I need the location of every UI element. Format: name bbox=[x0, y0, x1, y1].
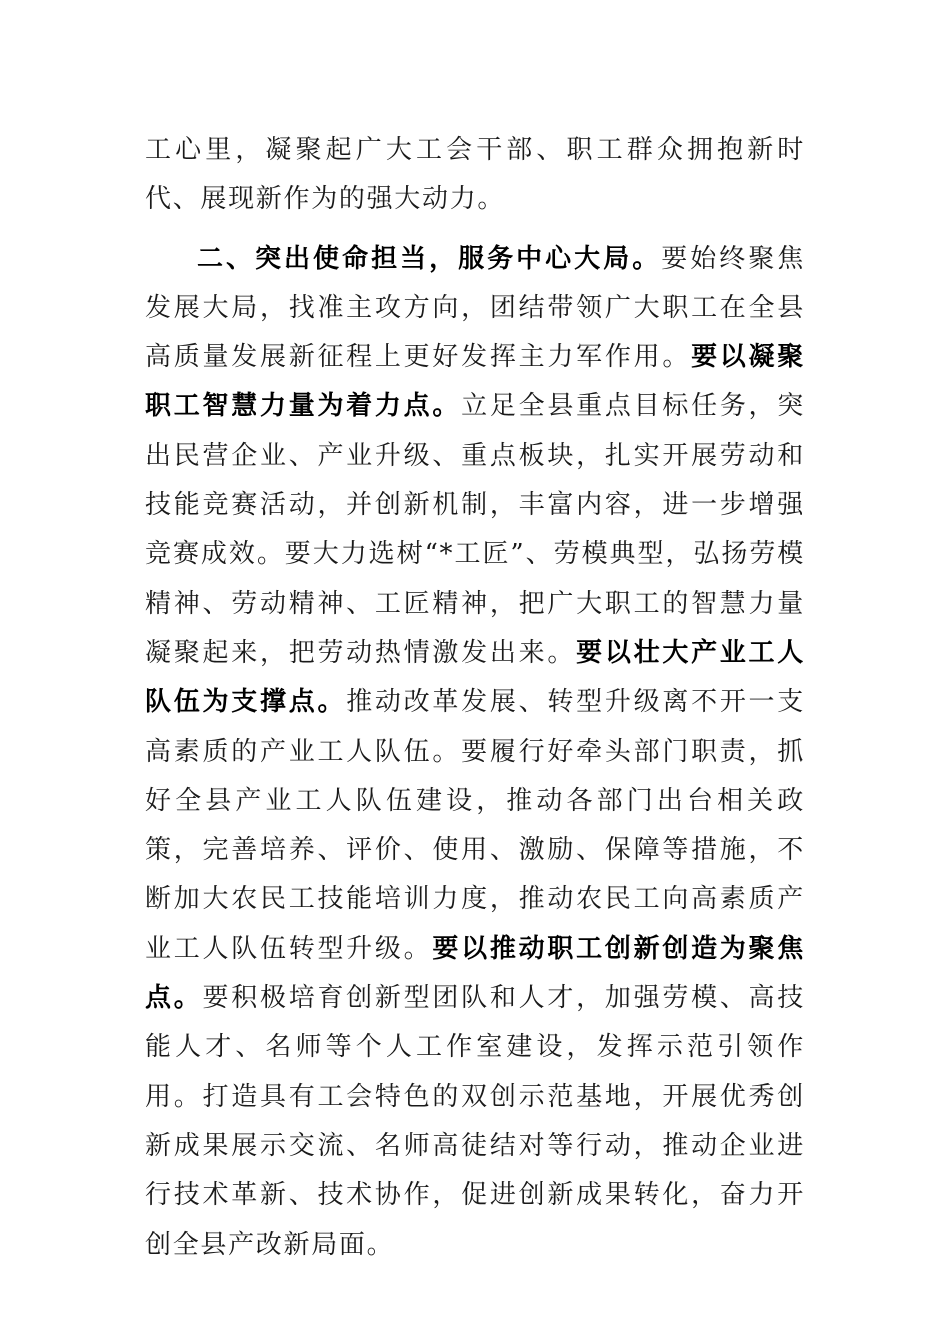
point-one-title: 要以凝聚职工智慧力量为着力点。 bbox=[145, 342, 805, 422]
section-intro: 要始终聚焦发展大局，找准主攻方向，团结带领广大职工在全县高质量发展新征程上更好发挥主力军作用。 bbox=[145, 243, 805, 373]
point-two-title: 要以壮大产业工人队伍为支撑点。 bbox=[145, 637, 805, 718]
paragraph-text: 工心里，凝聚起广大工会干部、职工群众拥抱新时代、展现新作为的强大动力。 bbox=[145, 135, 805, 215]
document-body bbox=[145, 126, 805, 1270]
paragraph-continued bbox=[145, 126, 805, 225]
paragraph-section-two bbox=[145, 235, 805, 1270]
point-three-title: 要以推动职工创新创造为聚焦点。 bbox=[145, 933, 805, 1014]
section-heading: 二、突出使命担当，服务中心大局。 bbox=[197, 243, 662, 274]
point-three-text: 要积极培育创新型团队和人才，加强劳模、高技能人才、名师等个人工作室建设，发挥示范引领作用。打造具有工会特色的双创示范基地，开展优秀创新成果展示交流、名师高徒结对等行动，推动企业进行技术革新、技术协作，促进创新成果转化，奋力开创全县产改新局面。 bbox=[145, 983, 805, 1260]
point-two-text: 推动改革发展、转型升级离不开一支高素质的产业工人队伍。要履行好牵头部门职责，抓好全县产业工人队伍建设，推动各部门出台相关政策，完善培养、评价、使用、激励、保障等措施，不断加大农民工技能培训力度，推动农民工向高素质产业工人队伍转型升级。 bbox=[145, 687, 805, 964]
paragraph-spacer bbox=[145, 225, 805, 235]
point-one-text: 立足全县重点目标任务，突出民营企业、产业升级、重点板块，扎实开展劳动和技能竞赛活动，并创新机制，丰富内容，进一步增强竞赛成效。要大力选树“*工匠”、劳模典型，弘扬劳模精神、劳动精神、工匠精神，把广大职工的智慧力量凝聚起来，把劳动热情激发出来。 bbox=[145, 391, 806, 668]
